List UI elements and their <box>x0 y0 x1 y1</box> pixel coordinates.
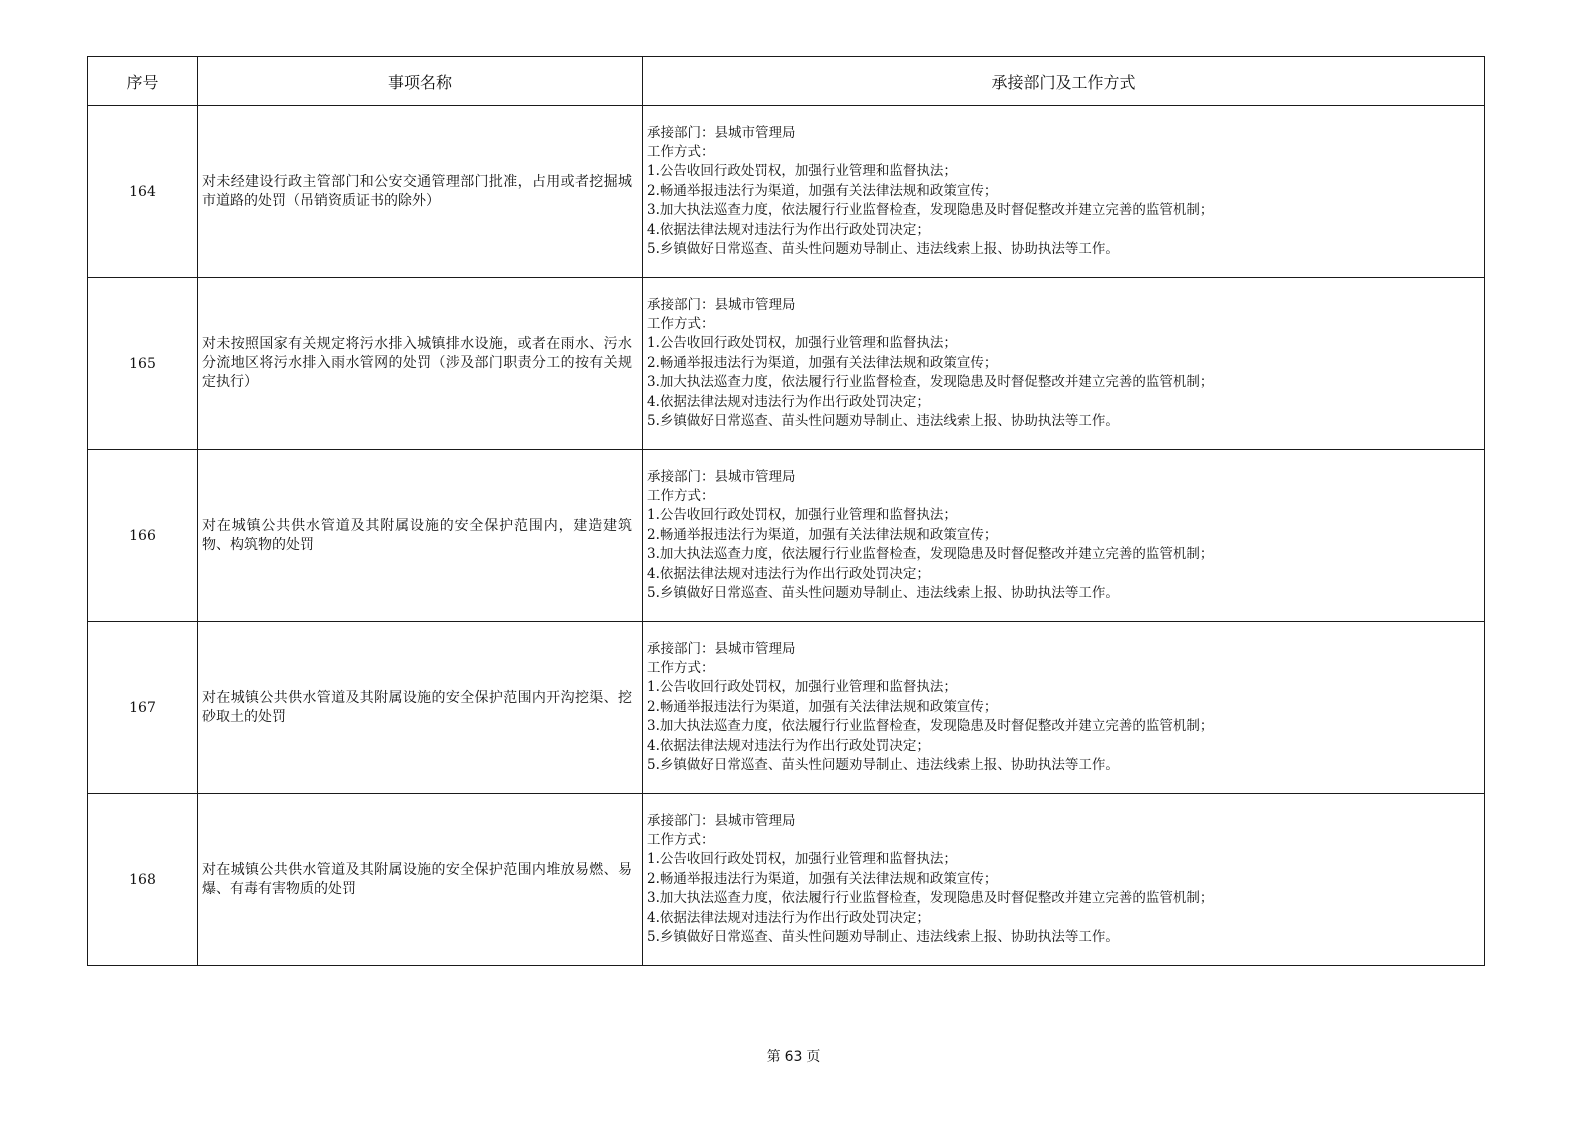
header-department-method: 承接部门及工作方式 <box>643 57 1485 106</box>
item-name-cell: 对在城镇公共供水管道及其附属设施的安全保护范围内开沟挖渠、挖砂取土的处罚 <box>198 622 643 794</box>
department-method-line: 4.依据法律法规对违法行为作出行政处罚决定； <box>647 737 930 754</box>
serial-number-cell: 165 <box>88 278 198 450</box>
department-method-line: 工作方式： <box>647 831 715 848</box>
department-method-line: 2.畅通举报违法行为渠道，加强有关法律法规和政策宣传； <box>647 870 998 887</box>
serial-number-cell: 167 <box>88 622 198 794</box>
item-name-cell: 对未经建设行政主管部门和公安交通管理部门批准，占用或者挖掘城市道路的处罚（吊销资质证书的除外） <box>198 106 643 278</box>
department-method-line: 3.加大执法巡查力度，依法履行行业监督检查，发现隐患及时督促整改并建立完善的监管机制； <box>647 546 1214 563</box>
department-method-line: 2.畅通举报违法行为渠道，加强有关法律法规和政策宣传； <box>647 526 998 543</box>
department-method-line: 1.公告收回行政处罚权，加强行业管理和监督执法； <box>647 163 957 180</box>
table-row <box>88 450 1485 622</box>
department-method-line: 承接部门：县城市管理局 <box>647 640 796 657</box>
department-method-line: 承接部门：县城市管理局 <box>647 296 796 313</box>
department-method-line: 1.公告收回行政处罚权，加强行业管理和监督执法； <box>647 851 957 868</box>
serial-number-cell: 166 <box>88 450 198 622</box>
page-number-prefix: 第 <box>766 1049 781 1065</box>
table-row <box>88 622 1485 794</box>
department-method-line: 4.依据法律法规对违法行为作出行政处罚决定； <box>647 221 930 238</box>
items-table <box>87 56 1485 966</box>
department-method-line: 工作方式： <box>647 659 715 676</box>
department-method-line: 承接部门：县城市管理局 <box>647 468 796 485</box>
department-method-line: 3.加大执法巡查力度，依法履行行业监督检查，发现隐患及时督促整改并建立完善的监管机制； <box>647 202 1214 219</box>
department-method-line: 5.乡镇做好日常巡查、苗头性问题劝导制止、违法线索上报、协助执法等工作。 <box>647 929 1119 946</box>
item-name-cell: 对在城镇公共供水管道及其附属设施的安全保护范围内，建造建筑物、构筑物的处罚 <box>198 450 643 622</box>
header-serial-number: 序号 <box>88 57 198 106</box>
header-item-name: 事项名称 <box>198 57 643 106</box>
department-method-line: 3.加大执法巡查力度，依法履行行业监督检查，发现隐患及时督促整改并建立完善的监管机制； <box>647 718 1214 735</box>
table-body <box>88 106 1485 966</box>
page-number: 63 <box>784 1049 803 1065</box>
department-method-cell <box>643 450 1485 622</box>
department-method-line: 1.公告收回行政处罚权，加强行业管理和监督执法； <box>647 335 957 352</box>
department-method-line: 1.公告收回行政处罚权，加强行业管理和监督执法； <box>647 679 957 696</box>
department-method-line: 1.公告收回行政处罚权，加强行业管理和监督执法； <box>647 507 957 524</box>
department-method-line: 5.乡镇做好日常巡查、苗头性问题劝导制止、违法线索上报、协助执法等工作。 <box>647 757 1119 774</box>
item-name-cell: 对在城镇公共供水管道及其附属设施的安全保护范围内堆放易燃、易爆、有毒有害物质的处罚 <box>198 794 643 966</box>
department-method-cell <box>643 794 1485 966</box>
item-name-cell: 对未按照国家有关规定将污水排入城镇排水设施，或者在雨水、污水分流地区将污水排入雨水管网的处罚（涉及部门职责分工的按有关规定执行） <box>198 278 643 450</box>
department-method-cell <box>643 622 1485 794</box>
table-header-row <box>88 57 1485 106</box>
department-method-line: 2.畅通举报违法行为渠道，加强有关法律法规和政策宣传； <box>647 698 998 715</box>
department-method-line: 承接部门：县城市管理局 <box>647 812 796 829</box>
department-method-line: 工作方式： <box>647 487 715 504</box>
table-row <box>88 794 1485 966</box>
department-method-line: 4.依据法律法规对违法行为作出行政处罚决定； <box>647 393 930 410</box>
department-method-line: 3.加大执法巡查力度，依法履行行业监督检查，发现隐患及时督促整改并建立完善的监管机制； <box>647 890 1214 907</box>
page-footer <box>0 1046 1587 1066</box>
department-method-line: 2.畅通举报违法行为渠道，加强有关法律法规和政策宣传； <box>647 354 998 371</box>
serial-number-cell: 168 <box>88 794 198 966</box>
department-method-line: 工作方式： <box>647 315 715 332</box>
department-method-line: 5.乡镇做好日常巡查、苗头性问题劝导制止、违法线索上报、协助执法等工作。 <box>647 585 1119 602</box>
department-method-line: 5.乡镇做好日常巡查、苗头性问题劝导制止、违法线索上报、协助执法等工作。 <box>647 413 1119 430</box>
table-row <box>88 106 1485 278</box>
table-row <box>88 278 1485 450</box>
department-method-line: 工作方式： <box>647 143 715 160</box>
department-method-line: 4.依据法律法规对违法行为作出行政处罚决定； <box>647 909 930 926</box>
department-method-line: 承接部门：县城市管理局 <box>647 124 796 141</box>
department-method-cell <box>643 106 1485 278</box>
department-method-line: 4.依据法律法规对违法行为作出行政处罚决定； <box>647 565 930 582</box>
department-method-cell <box>643 278 1485 450</box>
department-method-line: 3.加大执法巡查力度，依法履行行业监督检查，发现隐患及时督促整改并建立完善的监管机制； <box>647 374 1214 391</box>
department-method-line: 5.乡镇做好日常巡查、苗头性问题劝导制止、违法线索上报、协助执法等工作。 <box>647 241 1119 258</box>
page-number-suffix: 页 <box>806 1049 821 1065</box>
department-method-line: 2.畅通举报违法行为渠道，加强有关法律法规和政策宣传； <box>647 182 998 199</box>
serial-number-cell: 164 <box>88 106 198 278</box>
